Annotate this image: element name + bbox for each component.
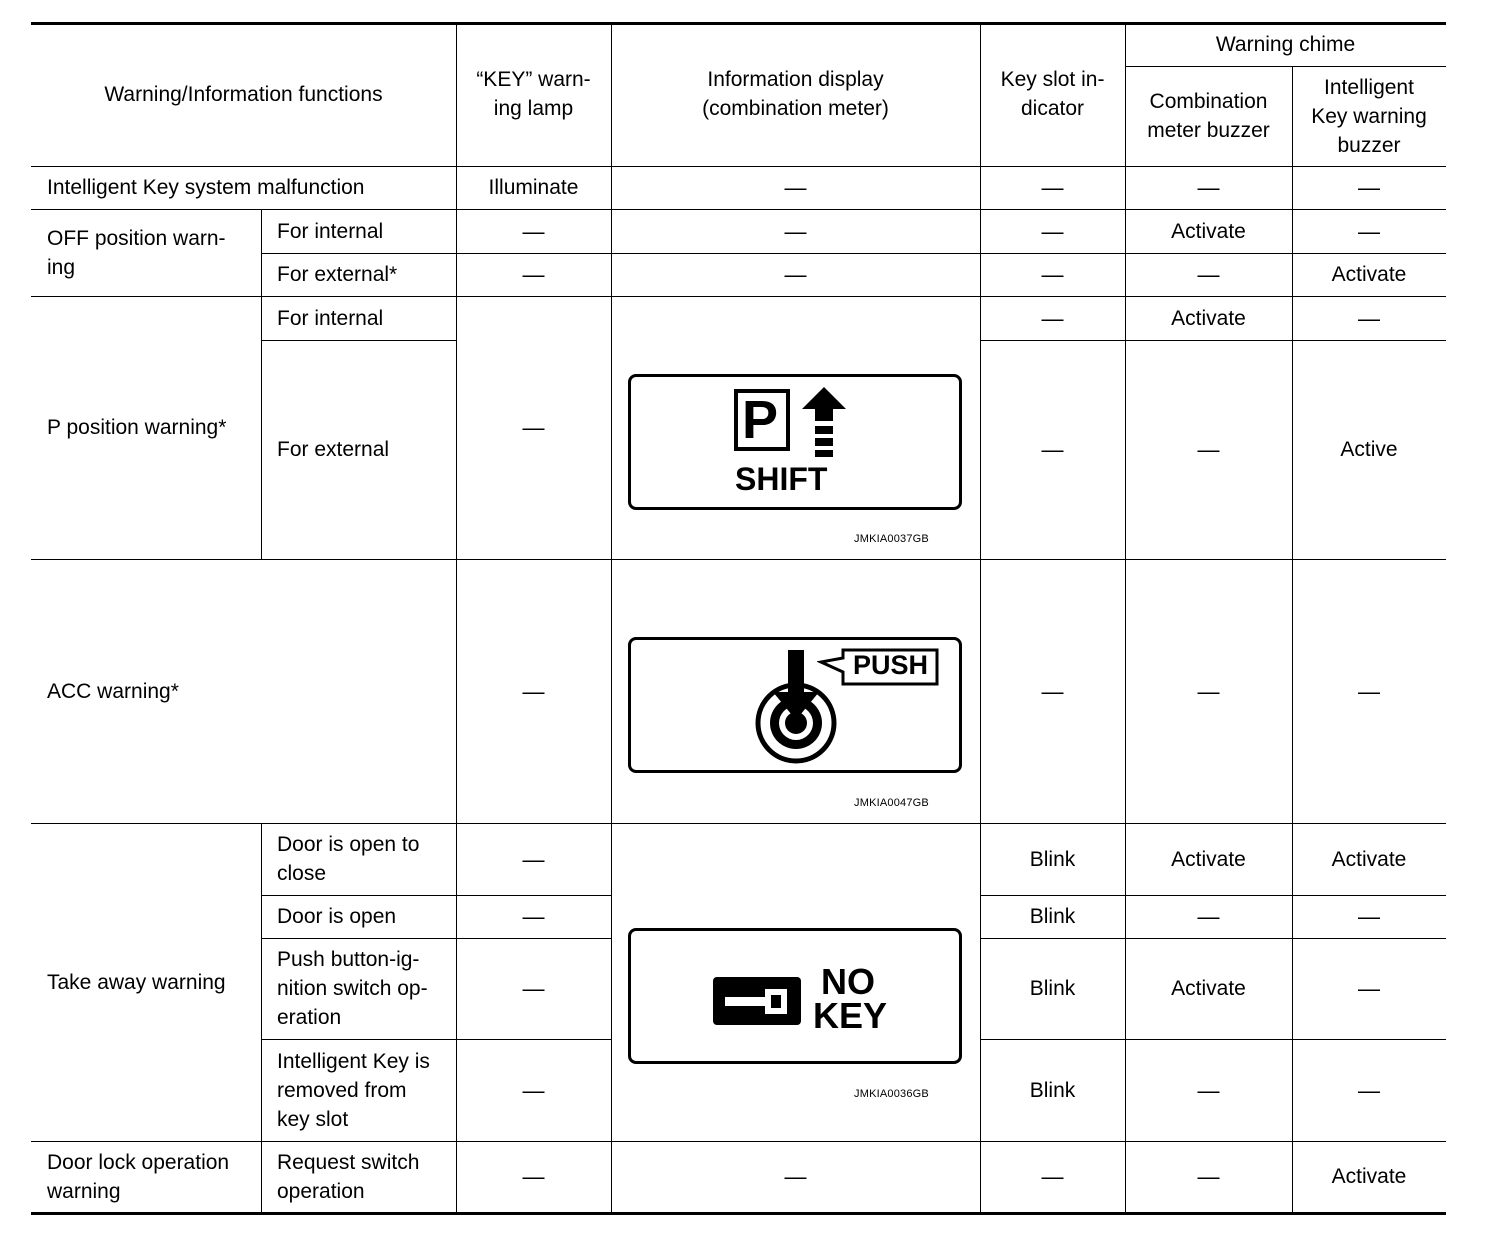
- cell-combo: —: [1197, 437, 1220, 462]
- cell-lamp: —: [522, 1077, 545, 1103]
- cell-display: —: [784, 1164, 807, 1189]
- cell-display: —: [784, 218, 807, 244]
- cell-combo: —: [1197, 904, 1220, 929]
- shift-up-arrow-icon: [799, 387, 849, 457]
- row-label-door-lock: Door lock operation warning: [47, 1150, 230, 1203]
- cell-slot: —: [1041, 305, 1064, 331]
- cell-lamp: —: [522, 678, 545, 704]
- header-key-lamp: “KEY” warn- ing lamp: [476, 68, 591, 120]
- cell-combo: Activate: [1171, 219, 1246, 243]
- row-label-p-position: P position warning*: [47, 416, 227, 439]
- shift-caption: SHIFT: [735, 461, 828, 497]
- cell-ikey: Activate: [1331, 263, 1407, 286]
- cell-ikey: —: [1358, 904, 1380, 929]
- sub-label-external: For external*: [277, 263, 398, 286]
- header-functions: Warning/Information functions: [104, 82, 383, 106]
- column-rule: [261, 823, 262, 1214]
- cell-slot: —: [1041, 1164, 1064, 1189]
- cell-ikey: —: [1358, 175, 1380, 200]
- sub-label-internal: For internal: [277, 219, 384, 243]
- table-bottom-rule: [31, 1212, 1446, 1215]
- sub-label-door-open-close: Door is open to close: [277, 833, 420, 885]
- header-combination-buzzer: Combination meter buzzer: [1147, 90, 1270, 142]
- cell-display: —: [784, 262, 807, 287]
- cell-display: —: [784, 175, 807, 200]
- cell-combo: —: [1197, 262, 1220, 287]
- cell-lamp: —: [522, 218, 545, 244]
- cell-ikey: Activate: [1331, 847, 1407, 871]
- cell-slot: —: [1041, 218, 1064, 244]
- cell-slot: Blink: [1029, 1078, 1076, 1102]
- figure-code: JMKIA0047GB: [854, 797, 929, 809]
- cell-slot: —: [1041, 262, 1064, 287]
- cell-ikey: —: [1358, 976, 1380, 1001]
- cell-combo: Activate: [1171, 977, 1246, 1000]
- row-label-take-away: Take away warning: [47, 970, 226, 994]
- column-rule: [261, 209, 262, 297]
- sub-label-key-removed: Intelligent Key is removed from key slot: [277, 1049, 430, 1131]
- cell-lamp: —: [522, 904, 545, 929]
- column-rule: [261, 296, 262, 560]
- sub-label-external: For external: [277, 438, 390, 461]
- figure-code: JMKIA0036GB: [854, 1088, 929, 1100]
- cell-combo: Activate: [1171, 847, 1246, 871]
- cell-combo: —: [1197, 678, 1220, 704]
- cell-lamp: —: [522, 1164, 545, 1189]
- cell-lamp: —: [522, 415, 545, 440]
- header-warning-chime: Warning chime: [1215, 32, 1356, 56]
- cell-lamp: —: [522, 846, 545, 872]
- no-key-line1: NO: [821, 961, 875, 1002]
- header-key-slot: Key slot in- dicator: [1000, 68, 1105, 120]
- cell-ikey: —: [1358, 218, 1380, 244]
- push-bubble-text: PUSH: [853, 650, 929, 680]
- cell-combo: Activate: [1171, 306, 1246, 330]
- sub-label-internal: For internal: [277, 306, 384, 330]
- cell-ikey: —: [1358, 305, 1380, 331]
- cell-combo: —: [1197, 175, 1220, 200]
- cell-lamp: Illuminate: [488, 176, 579, 199]
- cell-ikey: —: [1358, 678, 1380, 704]
- sub-label-request-switch: Request switch operation: [277, 1150, 420, 1203]
- cell-ikey: Active: [1340, 438, 1398, 461]
- sub-label-push-button: Push button-ig- nition switch op- eration: [277, 948, 428, 1029]
- cell-slot: —: [1041, 678, 1064, 704]
- sub-label-door-open: Door is open: [277, 905, 397, 928]
- header-info-display: Information display (combination meter): [702, 68, 889, 120]
- cell-slot: —: [1041, 175, 1064, 200]
- header-intelligent-key-buzzer: Intelligent Key warning buzzer: [1311, 75, 1427, 157]
- no-key-line2: KEY: [813, 995, 888, 1036]
- row-label-off-position: OFF position warn- ing: [47, 226, 226, 279]
- cell-ikey: Activate: [1331, 1165, 1407, 1188]
- row-label-acc: ACC warning*: [47, 679, 179, 703]
- key-card-icon: [713, 977, 801, 1025]
- cell-ikey: —: [1358, 1077, 1380, 1103]
- cell-slot: Blink: [1029, 847, 1076, 871]
- p-gear-icon: P: [734, 389, 790, 451]
- shift-display-illustration: [628, 374, 962, 510]
- cell-slot: —: [1041, 437, 1064, 462]
- cell-lamp: —: [522, 976, 545, 1001]
- figure-code: JMKIA0037GB: [854, 533, 929, 545]
- cell-slot: Blink: [1029, 977, 1076, 1000]
- cell-combo: —: [1197, 1077, 1220, 1103]
- row-label-malfunction: Intelligent Key system malfunction: [47, 176, 365, 199]
- cell-lamp: —: [522, 262, 545, 287]
- cell-combo: —: [1197, 1164, 1220, 1189]
- no-key-display-illustration: [628, 928, 962, 1064]
- cell-slot: Blink: [1029, 905, 1076, 928]
- push-display-illustration: [628, 637, 962, 773]
